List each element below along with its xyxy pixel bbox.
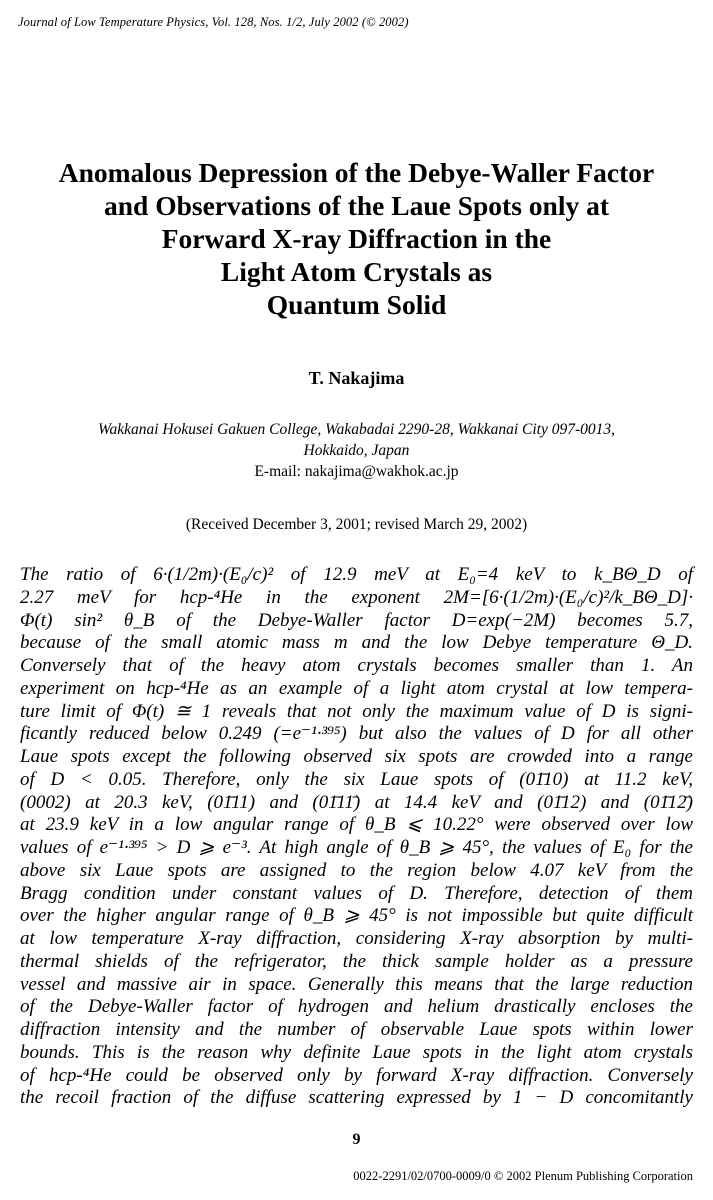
affiliation-line: Wakkanai Hokusei Gakuen College, Wakabadai 2290-28, Wakkanai City 097-0013, [97,421,616,438]
abstract-line: the recoil fraction of the diffuse scattering expressed by 1 − D concomitantly [20,1087,693,1109]
abstract-line: experiment on hcp-⁴He as an example of a light atom crystal at low tempera- [20,677,693,699]
abstract-line: thermal shields of the refrigerator, the thick sample holder as a pressure [20,950,693,972]
title-line: and Observations of the Laue Spots only at [103,190,609,221]
abstract-line: ficantly reduced below 0.249 (=e⁻¹·³⁹⁵) but also the values of D for all other [20,723,693,745]
abstract-line: bounds. This is the reason why definite Laue spots in the light atom crystals [20,1041,693,1063]
abstract-line: Laue spots except the following observed six spots are crowded into a range [20,746,693,767]
journal-citation: Journal of Low Temperature Physics, Vol. 128, Nos. 1/2, July 2002 (© 2002) [18,15,409,29]
title-line: Light Atom Crystals as [220,256,493,287]
abstract-line: Φ(t) sin² θ_B of the Debye-Waller factor D=exp(−2M) becomes 5.7, [20,609,693,631]
author-name: T. Nakajima [308,368,405,388]
abstract-line: at 23.9 keV in a low angular range of θ_B ⩽ 10.22° were observed over low [20,814,693,836]
abstract-line: of D < 0.05. Therefore, only the six Laue spots of (01̄10) at 11.2 keV, [20,768,693,790]
abstract-line: of the Debye-Waller factor of hydrogen and helium drastically encloses the [20,996,693,1018]
abstract-line: at low temperature X-ray diffraction, considering X-ray absorption by multi- [20,928,693,949]
title-line: Anomalous Depression of the Debye-Waller Factor [58,157,655,188]
page-number: 9 [352,1131,361,1148]
affiliation [20,419,693,482]
abstract-line: values of e⁻¹·³⁹⁵ > D ⩾ e⁻³. At high angle of θ_B ⩾ 45°, the values of E₀ for the [20,837,693,858]
abstract-line: The ratio of 6·(1/2m)·(E₀/c)² of 12.9 meV at E₀=4 keV to k_BΘ_D of [20,564,693,585]
received-dates: (Received December 3, 2001; revised March 29, 2002) [185,516,528,533]
abstract-line: because of the small atomic mass m and the low Debye temperature Θ_D. [20,632,693,654]
title-line: Forward X-ray Diffraction in the [161,223,552,254]
abstract-line: over the higher angular range of θ_B ⩾ 45° is not impossible but quite difficult [20,905,693,927]
paper-title [20,156,693,321]
abstract-line: above six Laue spots are assigned to the region below 4.07 keV from the [20,859,693,881]
abstract-line: Conversely that of the heavy atom crystals becomes smaller than 1. An [20,655,693,676]
affiliation-line: Hokkaido, Japan [303,442,410,459]
abstract-line: vessel and massive air in space. Generally this means that the large reduction [20,973,693,995]
abstract-line: Bragg condition under constant values of D. Therefore, detection of them [20,882,693,904]
title-line: Quantum Solid [266,289,447,320]
abstract-line: 2.27 meV for hcp-⁴He in the exponent 2M=[6·(1/2m)·(E₀/c)²/k_BΘ_D]· [20,586,693,608]
abstract-line: diffraction intensity and the number of observable Laue spots within lower [20,1019,693,1040]
author-email: E-mail: nakajima@wakhok.ac.jp [254,463,459,480]
abstract-line: ture limit of Φ(t) ≅ 1 reveals that not only the maximum value of D is signi- [20,700,693,722]
abstract-line: of hcp-⁴He could be observed only by forward X-ray diffraction. Conversely [20,1064,693,1086]
copyright-notice: 0022-2291/02/0700-0009/0 © 2002 Plenum Publishing Corporation [353,1169,693,1183]
abstract [20,564,693,1110]
abstract-line: (0002) at 20.3 keV, (01̄11) and (01̄11̄) at 14.4 keV and (01̄12) and (01̄12̄) [20,791,693,813]
